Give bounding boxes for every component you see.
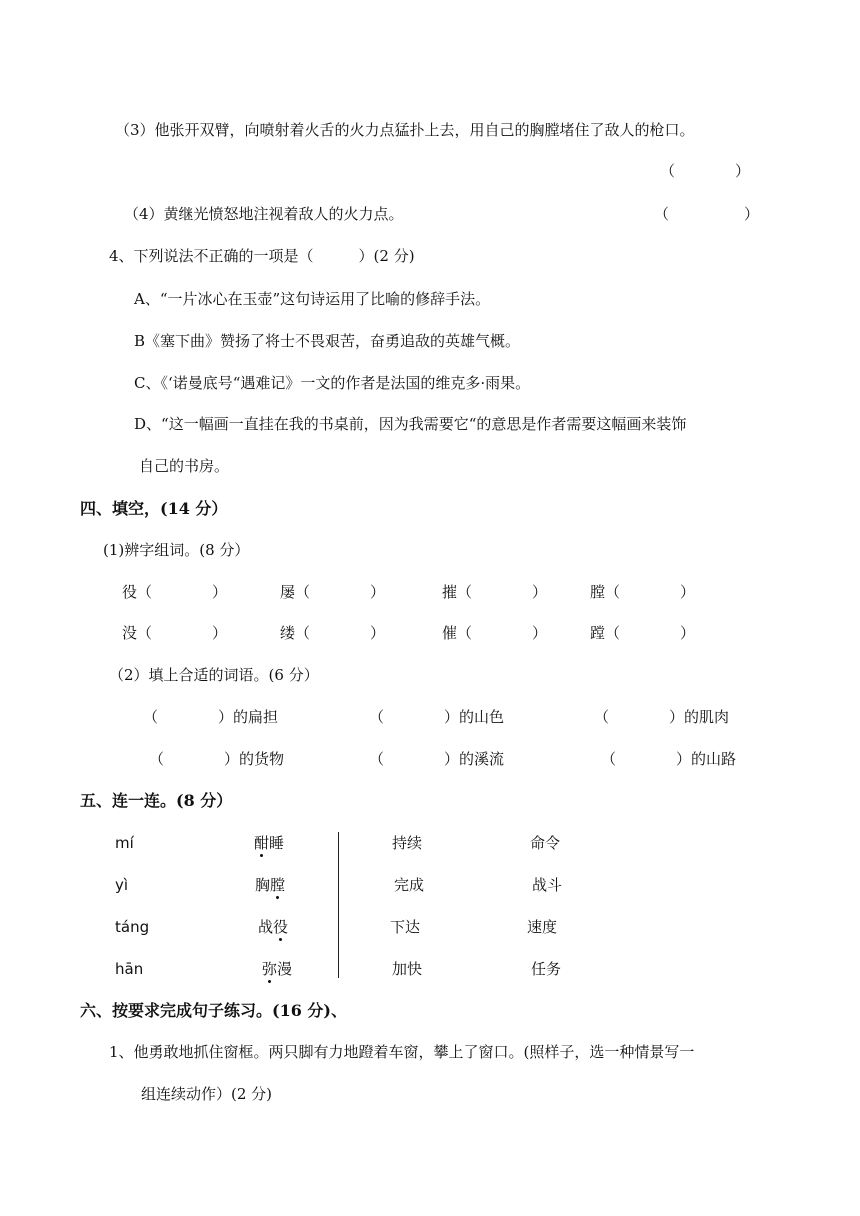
section-6-heading: 六、按要求完成句子练习。(16 分)、 bbox=[80, 1001, 347, 1020]
sentence-4: （4）黄继光愤怒地注视着敌人的火力点。 bbox=[124, 205, 404, 223]
char-blank[interactable]: 蹚（ ） bbox=[590, 624, 696, 642]
answer-blank-4[interactable]: （ ） bbox=[654, 205, 760, 223]
char-blank[interactable]: 缕（ ） bbox=[280, 624, 386, 642]
subquestion-1: (1)辨字组词。(8 分） bbox=[103, 541, 250, 559]
noun-item[interactable]: 命令 bbox=[530, 834, 561, 852]
word-item[interactable] bbox=[262, 962, 292, 977]
char-blank[interactable]: 催（ ） bbox=[442, 624, 548, 642]
option-d-line2: 自己的书房。 bbox=[139, 457, 230, 475]
answer-blank-3[interactable]: （ ） bbox=[660, 162, 751, 180]
phrase-blank[interactable]: （ ）的溪流 bbox=[369, 750, 505, 768]
word-part: 漫 bbox=[277, 960, 293, 978]
sentence-3: （3）他张开双臂，向喷射着火舌的火力点猛扑上去，用自己的胸膛堵住了敌人的枪口。 bbox=[115, 121, 695, 139]
dotted-char: 酣 bbox=[254, 834, 270, 852]
exercise-1-line1: 1、他勇敢地抓住窗框。两只脚有力地蹬着车窗，攀上了窗口。(照样子，选一种情景写一 bbox=[109, 1043, 695, 1061]
word-part: 胸 bbox=[255, 876, 271, 894]
pinyin-item[interactable]: táng bbox=[115, 918, 150, 936]
dotted-char: 弥 bbox=[262, 960, 278, 978]
option-c: C、《‘诺曼底号“遇难记》一文的作者是法国的维克多·雨果。 bbox=[134, 374, 531, 392]
verb-item[interactable]: 完成 bbox=[394, 876, 425, 894]
char-blank[interactable]: 摧（ ） bbox=[442, 583, 548, 601]
option-a: A、“一片冰心在玉壶”这句诗运用了比喻的修辞手法。 bbox=[134, 290, 491, 308]
divider-line bbox=[338, 832, 339, 978]
char-blank[interactable]: 膛（ ） bbox=[590, 583, 696, 601]
word-part: 战 bbox=[258, 918, 274, 936]
pinyin-item[interactable]: mí bbox=[115, 834, 134, 852]
verb-item[interactable]: 下达 bbox=[390, 918, 421, 936]
option-d-line1: D、“这一幅画一直挂在我的书桌前，因为我需要它“的意思是作者需要这幅画来装饰 bbox=[134, 415, 687, 433]
subquestion-2: （2）填上合适的词语。(6 分） bbox=[109, 666, 319, 684]
phrase-blank[interactable]: （ ）的扁担 bbox=[143, 708, 279, 726]
word-item[interactable] bbox=[258, 920, 288, 935]
phrase-blank[interactable]: （ ）的货物 bbox=[149, 750, 285, 768]
phrase-blank[interactable]: （ ）的山色 bbox=[369, 708, 505, 726]
verb-item[interactable]: 持续 bbox=[392, 834, 423, 852]
word-item[interactable] bbox=[254, 836, 284, 851]
noun-item[interactable]: 任务 bbox=[531, 960, 562, 978]
noun-item[interactable]: 战斗 bbox=[532, 876, 563, 894]
phrase-blank[interactable]: （ ）的肌肉 bbox=[594, 708, 730, 726]
pinyin-item[interactable]: hān bbox=[115, 960, 144, 978]
question-4: 4、下列说法不正确的一项是（ ）(2 分) bbox=[109, 247, 415, 265]
phrase-blank[interactable]: （ ）的山路 bbox=[601, 750, 737, 768]
section-4-heading: 四、填空，(14 分） bbox=[80, 499, 228, 518]
noun-item[interactable]: 速度 bbox=[527, 918, 558, 936]
exercise-1-line2: 组连续动作）(2 分) bbox=[141, 1085, 273, 1103]
word-item[interactable] bbox=[255, 878, 285, 893]
dotted-char: 膛 bbox=[270, 876, 286, 894]
char-blank[interactable]: 役（ ） bbox=[122, 583, 228, 601]
verb-item[interactable]: 加快 bbox=[392, 960, 423, 978]
pinyin-item[interactable]: yì bbox=[115, 876, 129, 894]
char-blank[interactable]: 没（ ） bbox=[122, 624, 228, 642]
word-part: 睡 bbox=[269, 834, 285, 852]
section-5-heading: 五、连一连。(8 分） bbox=[80, 791, 233, 810]
dotted-char: 役 bbox=[273, 918, 289, 936]
char-blank[interactable]: 屡（ ） bbox=[280, 583, 386, 601]
option-b: B《塞下曲》赞扬了将士不畏艰苦，奋勇追敌的英雄气概。 bbox=[134, 332, 521, 350]
